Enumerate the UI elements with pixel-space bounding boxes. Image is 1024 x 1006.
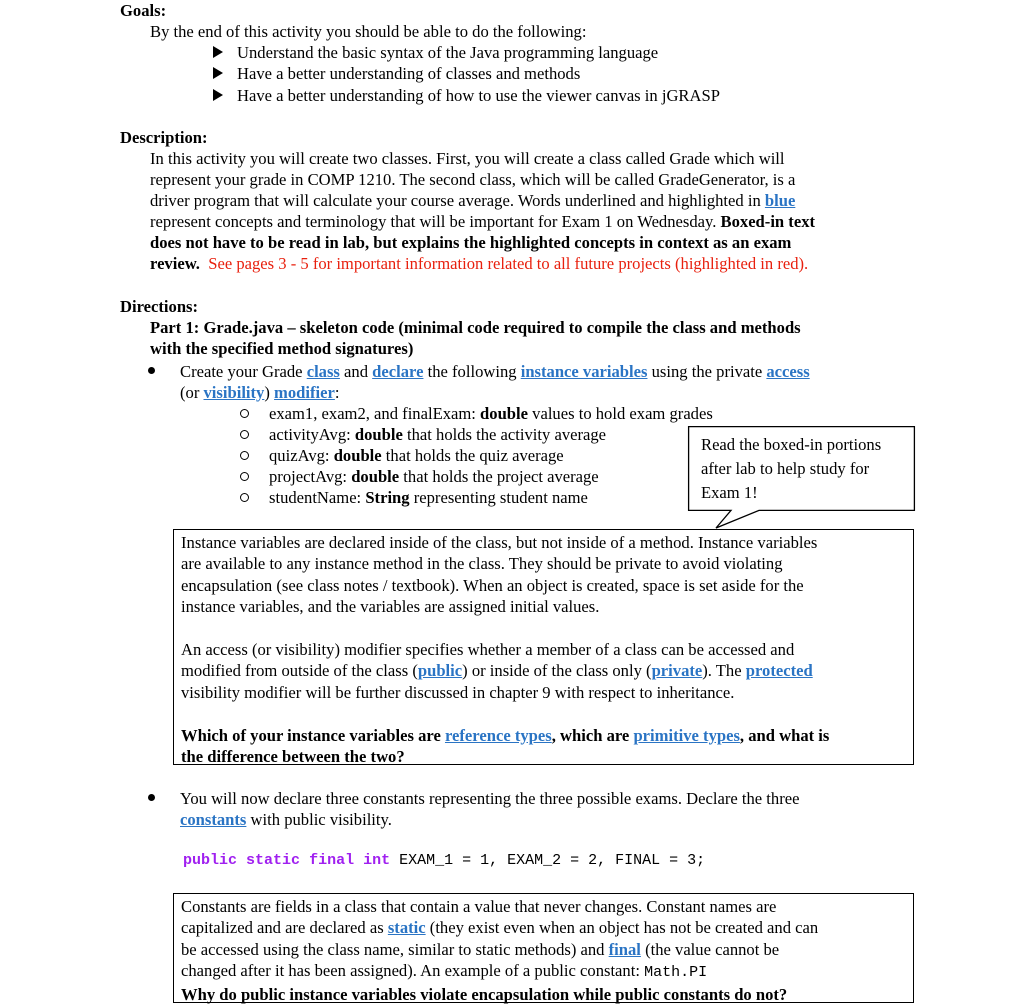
goals-heading: Goals: [120,1,167,20]
blue-term-link[interactable]: blue [764,191,796,210]
term-declare-link[interactable]: declare [372,362,424,381]
constants-box: Constants are fields in a class that contain a value that never changes. Constant names are capitalized and are declared as static (they exist even when an object has not be created and can be accessed using the class name, similar to static methods) and final (the value cannot be changed after it has been assigned). An example of a public constant: Math.PI Why do public instance variables violate encapsulation while public constants do not? [173,893,914,1003]
instance-variables-box: Instance variables are declared inside of the class, but not inside of a method. Instance variables are available to any instance method in the class. They should be private to avoid violating encapsulation (see class notes / textbook). When an object is created, space is set aside for the instance variables, and the variables are assigned initial values. An access (or visibility) modifier specifies whether a member of a class can be accessed and modified from outside of the class (public) or inside of the class only (private). The protected visibility modifier will be further discussed in chapter 9 with respect to inheritance. Which of your instance variables are reference types, which are primitive types, and what is the difference between the two? [173,529,914,765]
term-access-link[interactable]: access [766,362,810,381]
bullet-dot-icon [148,788,155,809]
variable-item: quizAvg: double that holds the quiz average [240,445,564,466]
directions-heading: Directions: [120,297,199,316]
bullet-text: (or visibility) modifier: [180,383,340,402]
term-class-link[interactable]: class [306,362,340,381]
term-primitive-types-link[interactable]: primitive types [633,725,740,745]
goal-item: Have a better understanding of how to use the viewer canvas in jGRASP [213,85,720,106]
part1-heading: Part 1: Grade.java – skeleton code (minimal code required to compile the class and methods [150,318,801,337]
term-protected-link[interactable]: protected [745,661,813,681]
goal-item: Understand the basic syntax of the Java programming language [213,42,658,63]
term-final-link[interactable]: final [608,939,641,959]
variable-item: projectAvg: double that holds the project average [240,466,599,487]
term-instance-variables-link[interactable]: instance variables [520,362,648,381]
variable-item: studentName: String representing student name [240,487,588,508]
term-static-link[interactable]: static [387,918,426,938]
goal-item: Have a better understanding of classes and methods [213,63,580,84]
description-line: represent concepts and terminology that will be important for Exam 1 on Wednesday. Boxed-in text [150,212,816,231]
term-constants-link[interactable]: constants [180,810,247,829]
goals-intro: By the end of this activity you should be able to do the following: [150,22,587,41]
code-line: public static final int EXAM_1 = 1, EXAM_2 = 2, FINAL = 3; [183,852,706,869]
description-heading: Description: [120,128,208,147]
description-line: In this activity you will create two classes. First, you will create a class called Grade which will [150,149,785,168]
description-line: review. See pages 3 - 5 for important information related to all future projects (highlighted in red). [150,254,809,273]
term-visibility-link[interactable]: visibility [203,383,265,402]
description-line: represent your grade in COMP 1210. The second class, which will be called GradeGenerator, is a [150,170,796,189]
term-reference-types-link[interactable]: reference types [444,725,552,745]
term-private-link[interactable]: private [651,661,703,681]
bullet-text: constants with public visibility. [180,810,392,829]
term-public-link[interactable]: public [417,661,463,681]
math-pi-code: Math.PI [644,964,708,982]
callout-text: Read the boxed-in portions after lab to help study for Exam 1! [701,435,882,502]
term-modifier-link[interactable]: modifier [274,383,335,402]
variable-item: activityAvg: double that holds the activity average [240,424,606,445]
variable-item: exam1, exam2, and finalExam: double values to hold exam grades [240,403,713,424]
description-line: driver program that will calculate your course average. Words underlined and highlighted in blue [150,191,796,210]
part1-heading: with the specified method signatures) [150,339,414,358]
description-line: does not have to be read in lab, but explains the highlighted concepts in context as an exam [150,233,792,252]
bullet-text: Create your Grade class and declare the following instance variables using the private access [180,362,810,381]
bullet-text: You will now declare three constants representing the three possible exams. Declare the three [180,789,800,808]
